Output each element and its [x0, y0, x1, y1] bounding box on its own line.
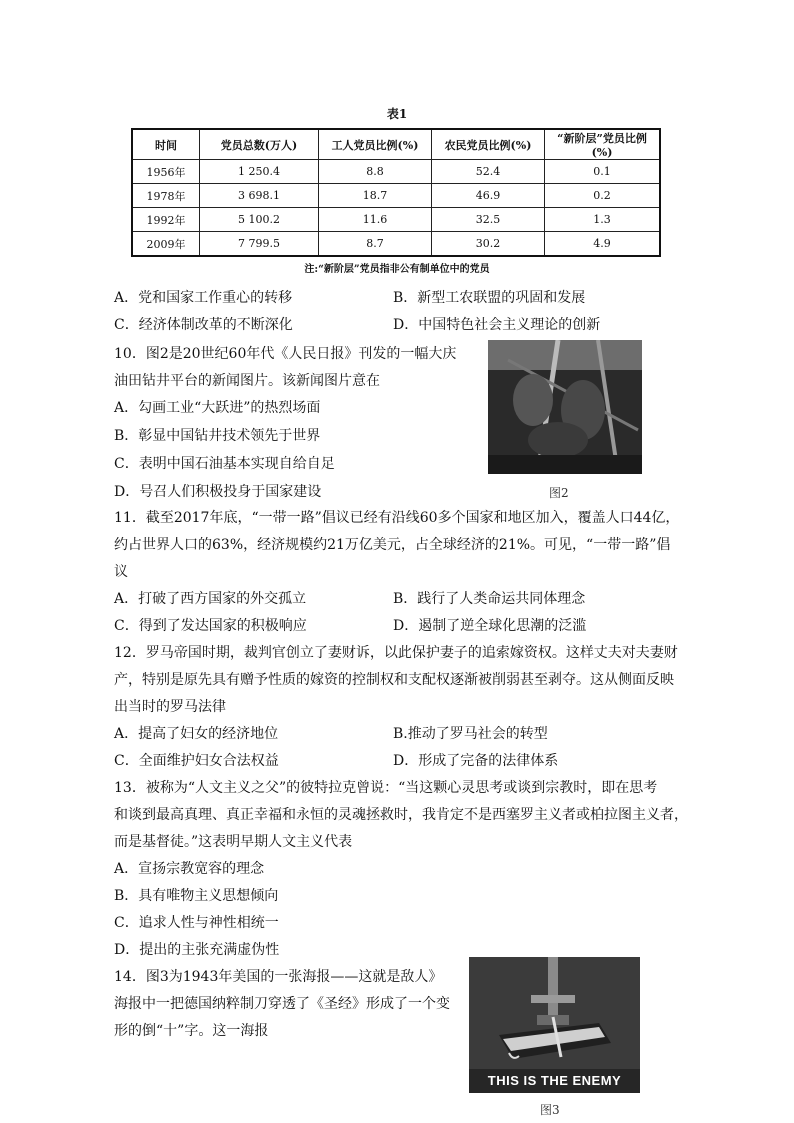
- figure-2-caption: 图2: [549, 486, 569, 500]
- q14-stem: 海报中一把德国纳粹制刀穿透了《圣经》形成了一个变: [114, 996, 450, 1012]
- q14-stem: 14．图3为1943年美国的一张海报——这就是敌人》: [114, 969, 443, 985]
- q12-option-b: B.推动了罗马社会的转型: [393, 726, 548, 742]
- table-cell: 1978年: [132, 184, 200, 208]
- q13-stem: 和谈到最高真理、真正幸福和永恒的灵魂拯救时，我肯定不是西塞罗主义者或柏拉图主义者，: [114, 807, 688, 823]
- table-cell: 1.3: [545, 208, 661, 232]
- table-cell: 7 799.5: [200, 232, 319, 257]
- table-cell: 8.7: [319, 232, 432, 257]
- table-cell: 1992年: [132, 208, 200, 232]
- table-cell: 3 698.1: [200, 184, 319, 208]
- q12-stem: 产，特别是原先具有赠予性质的嫁资的控制权和支配权逐渐被削弱甚至剥夺。这从侧面反映: [114, 672, 674, 688]
- table-cell: 52.4: [432, 160, 545, 184]
- table-header-cell: “新阶层”党员比例(%): [545, 129, 661, 160]
- table-header-cell: 党员总数(万人): [200, 129, 319, 160]
- table-cell: 4.9: [545, 232, 661, 257]
- q10-option-d: D．号召人们积极投身于国家建设: [114, 484, 322, 500]
- table-row: [132, 208, 660, 232]
- table-cell: 0.2: [545, 184, 661, 208]
- table-cell: 1956年: [132, 160, 200, 184]
- table-cell: 30.2: [432, 232, 545, 257]
- table-title: 表1: [386, 107, 408, 121]
- q11-option-d: D．遏制了逆全球化思潮的泛滥: [393, 618, 587, 634]
- figure-2-oil-rig-photo: [488, 340, 642, 474]
- poster-image: [469, 957, 640, 1069]
- table-cell: 32.5: [432, 208, 545, 232]
- figure-3-caption: 图3: [540, 1103, 560, 1117]
- q12-option-a: A．提高了妇女的经济地位: [114, 726, 279, 742]
- table-cell: 8.8: [319, 160, 432, 184]
- oil-rig-image: [488, 340, 642, 474]
- q11-option-a: A．打破了西方国家的外交孤立: [114, 591, 307, 607]
- q11-stem: 约占世界人口的63%，经济规模约21万亿美元，占全球经济的21%。可见，“一带一路”倡: [114, 537, 671, 553]
- q12-stem: 12．罗马帝国时期，裁判官创立了妻财诉，以此保护妻子的追索嫁资权。这样丈夫对夫妻财: [114, 645, 678, 661]
- table-cell: 46.9: [432, 184, 545, 208]
- table-cell: 0.1: [545, 160, 661, 184]
- q13-option-a: A．宣扬宗教宽容的理念: [114, 861, 265, 877]
- table-cell: 1 250.4: [200, 160, 319, 184]
- table-header-cell: 工人党员比例(%): [319, 129, 432, 160]
- q9-option-a: A．党和国家工作重心的转移: [114, 290, 293, 306]
- q13-stem: 13．被称为“人文主义之父”的彼特拉克曾说：“当这颗心灵思考或谈到宗教时，即在思考: [114, 780, 658, 796]
- table-note: 注:“新阶层”党员指非公有制单位中的党员: [304, 264, 490, 275]
- q12-option-c: C．全面维护妇女合法权益: [114, 753, 279, 769]
- q13-stem: 而是基督徒。”这表明早期人文主义代表: [114, 834, 353, 850]
- q10-stem: 油田钻井平台的新闻图片。该新闻图片意在: [114, 373, 380, 389]
- figure-3-poster: [469, 957, 640, 1093]
- table-header-row: [132, 129, 660, 160]
- q10-option-c: C．表明中国石油基本实现自给自足: [114, 456, 335, 472]
- q10-option-b: B．彰显中国钻井技术领先于世界: [114, 428, 321, 444]
- table-header-cell: 时间: [132, 129, 200, 160]
- q13-option-b: B．具有唯物主义思想倾向: [114, 888, 279, 904]
- table-cell: 5 100.2: [200, 208, 319, 232]
- q13-option-c: C．追求人性与神性相统一: [114, 915, 279, 931]
- table-row: [132, 160, 660, 184]
- q11-stem: 11．截至2017年底，“一带一路”倡议已经有沿线60多个国家和地区加入，覆盖人口44亿，: [114, 510, 680, 526]
- table-cell: 11.6: [319, 208, 432, 232]
- table-cell: 2009年: [132, 232, 200, 257]
- q10-stem: 10．图2是20世纪60年代《人民日报》刊发的一幅大庆: [114, 346, 457, 362]
- poster-title: THIS IS THE ENEMY: [469, 1069, 640, 1093]
- q12-option-d: D．形成了完备的法律体系: [393, 753, 559, 769]
- q11-stem: 议: [114, 564, 128, 580]
- q14-stem: 形的倒“十”字。这一海报: [114, 1023, 269, 1039]
- q10-option-a: A．勾画工业“大跃进”的热烈场面: [114, 400, 321, 416]
- table-row: [132, 232, 660, 257]
- party-member-table: [131, 128, 661, 257]
- q12-stem: 出当时的罗马法律: [114, 699, 226, 715]
- q13-option-d: D．提出的主张充满虚伪性: [114, 942, 280, 958]
- table-cell: 18.7: [319, 184, 432, 208]
- q9-option-d: D．中国特色社会主义理论的创新: [393, 317, 601, 333]
- q9-option-b: B．新型工农联盟的巩固和发展: [393, 290, 586, 306]
- q11-option-b: B．践行了人类命运共同体理念: [393, 591, 586, 607]
- table-row: [132, 184, 660, 208]
- q9-option-c: C．经济体制改革的不断深化: [114, 317, 293, 333]
- q11-option-c: C．得到了发达国家的积极响应: [114, 618, 307, 634]
- table-header-cell: 农民党员比例(%): [432, 129, 545, 160]
